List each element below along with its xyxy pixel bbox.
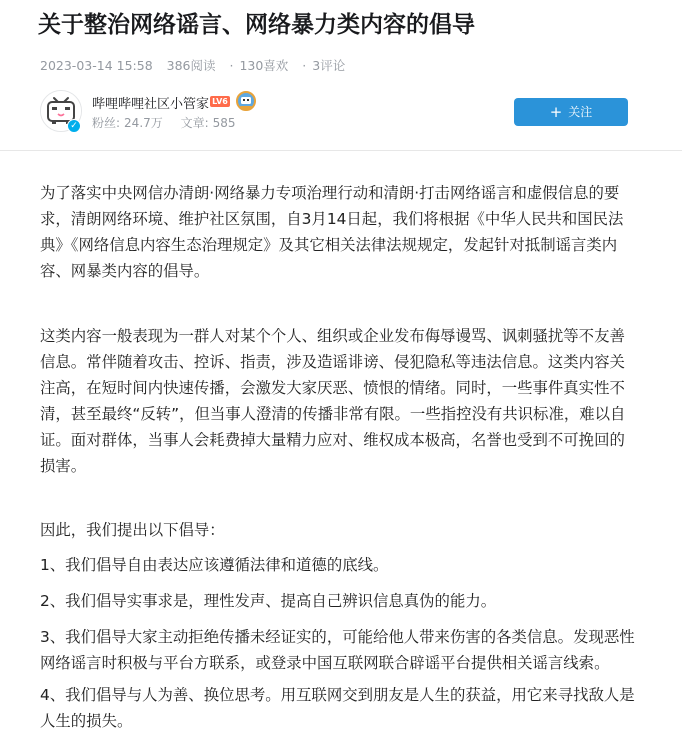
proposal-item-3: 3、我们倡导大家主动拒绝传播未经证实的，可能给他人带来伤害的各类信息。发现恶性网络谣言时积极与平台方联系，或登录中国互联网联合辟谣平台提供相关谣言线索。	[40, 628, 635, 672]
paragraph-lead: 因此，我们提出以下倡导：	[40, 521, 225, 539]
read-count: 386阅读	[166, 58, 216, 73]
fans-stat	[92, 116, 163, 130]
medal-icon	[235, 90, 257, 112]
follow-button[interactable]	[514, 98, 628, 126]
follow-label: 关注	[568, 105, 593, 119]
articles-label: 文章:	[180, 116, 209, 130]
comment-count[interactable]: 3评论	[312, 58, 346, 73]
article-meta	[40, 56, 355, 74]
fans-count: 24.7万	[124, 116, 163, 130]
meta-separator: ·	[229, 58, 234, 73]
like-count: 130喜欢	[239, 58, 289, 73]
verified-badge-icon: ✓	[67, 119, 81, 133]
level-badge: LV6	[210, 96, 230, 107]
articles-count: 585	[212, 116, 236, 130]
fans-label: 粉丝:	[92, 116, 121, 130]
meta-separator: ·	[302, 58, 307, 73]
articles-stat	[181, 116, 236, 130]
proposal-item-1: 1、我们倡导自由表达应该遵循法律和道德的底线。	[40, 556, 389, 574]
paragraph-intro: 为了落实中央网信办清朗·网络暴力专项治理行动和清朗·打击网络谣言和虚假信息的要求，清朗网络环境、维护社区氛围，自3月14日起，我们将根据《中华人民共和国民法典》《网络信息内容生态治理规定》及其它相关法律法规规定，发起针对抵制谣言类内容、网暴类内容的倡导。	[40, 184, 624, 280]
publish-date: 2023-03-14 15:58	[40, 58, 153, 73]
article-title: 关于整治网络谣言、网络暴力类内容的倡导	[38, 12, 475, 38]
proposal-item-4: 4、我们倡导与人为善、换位思考。用互联网交到朋友是人生的获益，用它来寻找敌人是人生的损失。	[40, 686, 635, 730]
plus-icon: +	[549, 103, 563, 121]
author-name[interactable]: 哔哩哔哩社区小管家	[92, 97, 210, 112]
author-stats	[92, 114, 250, 131]
header-divider	[0, 150, 682, 151]
proposal-item-2: 2、我们倡导实事求是，理性发声、提高自己辨识信息真伪的能力。	[40, 592, 497, 610]
paragraph-description: 这类内容一般表现为一群人对某个个人、组织或企业发布侮辱谩骂、讽刺骚扰等不友善信息。常伴随着攻击、控诉、指责，涉及造谣诽谤、侵犯隐私等违法信息。这类内容关注高，在短时间内快速传播，会激发大家厌恶、愤恨的情绪。同时，一些事件真实性不清，甚至最终“反转”，但当事人澄清的传播非常有限。一些指控没有共识标准，难以自证。面对群体，当事人会耗费掉大量精力应对、维权成本极高，名誉也受到不可挽回的损害。	[40, 327, 626, 475]
